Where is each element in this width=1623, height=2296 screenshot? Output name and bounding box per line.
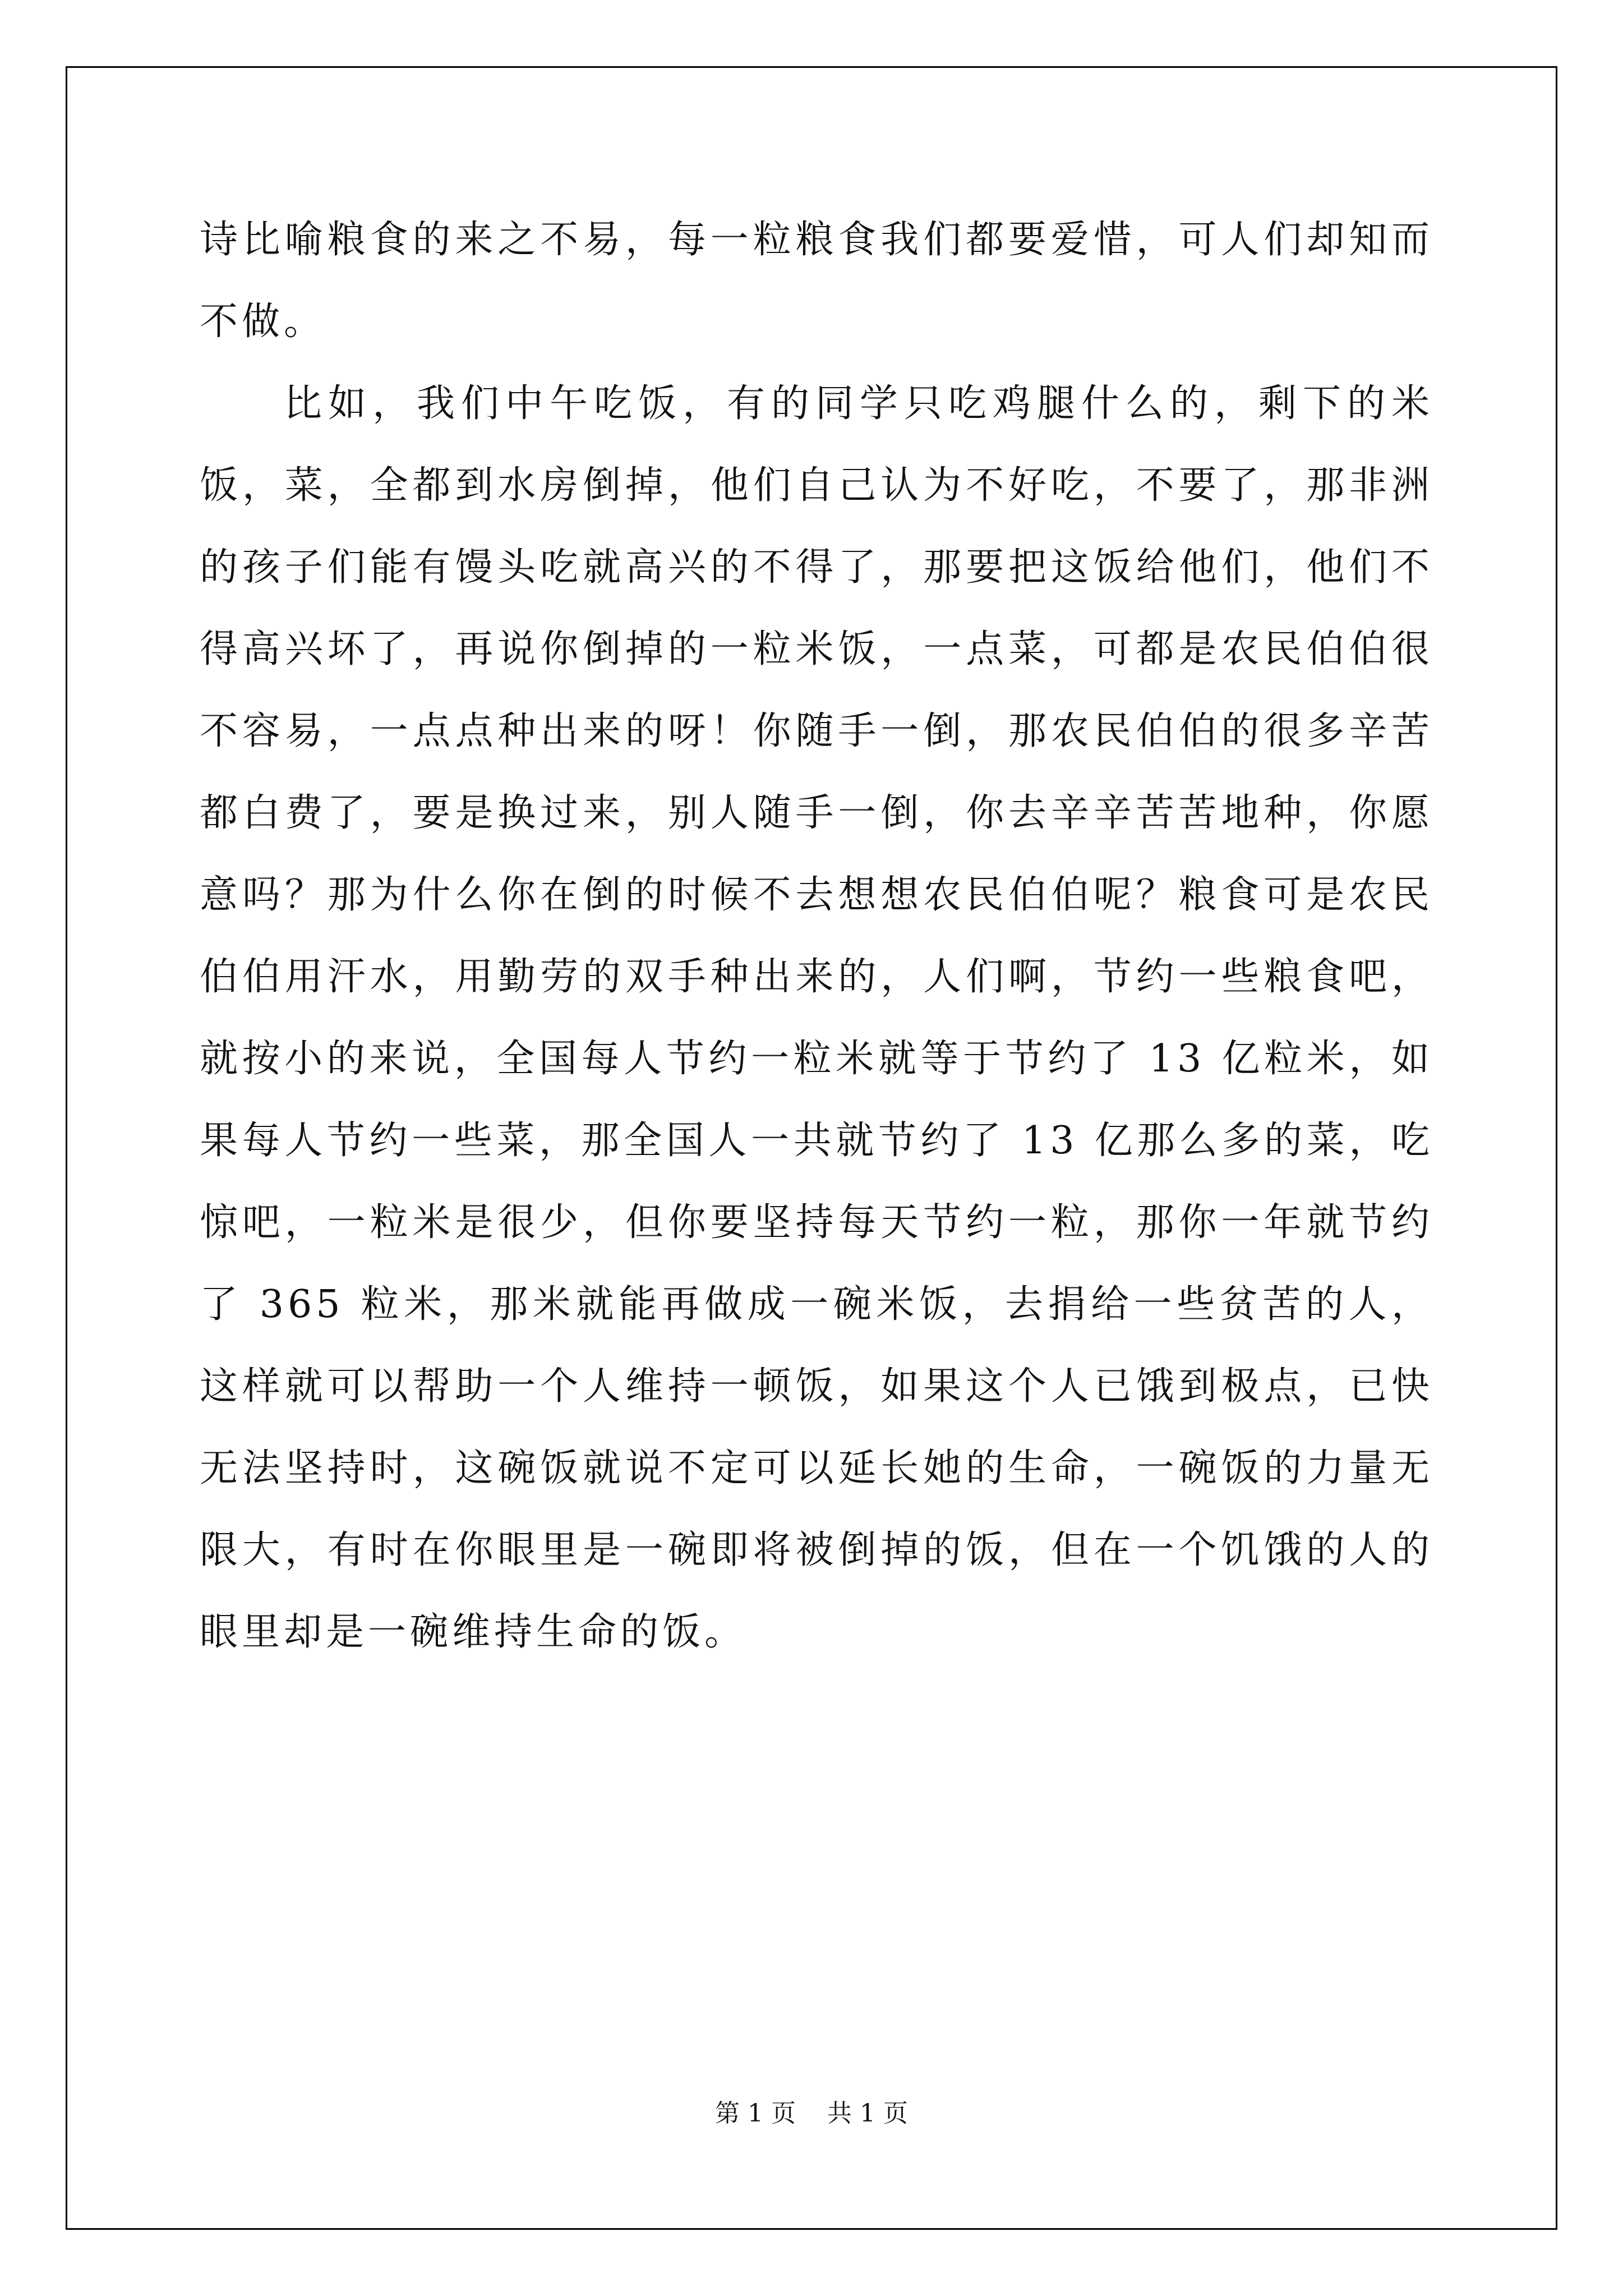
document-body bbox=[200, 199, 1433, 1673]
paragraph-2: 比如，我们中午吃饭，有的同学只吃鸡腿什么的，剩下的米饭，菜，全都到水房倒掉，他们自己认为不好吃，不要了，那非洲的孩子们能有馒头吃就高兴的不得了，那要把这饭给他们，他们不得高兴坏了，再说你倒掉的一粒米饭，一点菜，可都是农民伯伯很不容易，一点点种出来的呀！你随手一倒，那农民伯伯的很多辛苦都白费了，要是换过来，别人随手一倒，你去辛辛苦苦地种，你愿意吗？那为什么你在倒的时候不去想想农民伯伯呢？粮食可是农民伯伯用汗水，用勤劳的双手种出来的，人们啊，节约一些粮食吧，就按小的来说，全国每人节约一粒米就等于节约了 13 亿粒米，如果每人节约一些菜，那全国人一共就节约了 13 亿那么多的菜，吃惊吧，一粒米是很少，但你要坚持每天节约一粒，那你一年就节约了 365 粒米，那米就能再做成一碗米饭，去捐给一些贫苦的人，这样就可以帮助一个人维持一顿饭，如果这个人已饿到极点，已快无法坚持时，这碗饭就说不定可以延长她的生命，一碗饭的力量无限大，有时在你眼里是一碗即将被倒掉的饭，但在一个饥饿的人的眼里却是一碗维持生命的饭。 bbox=[200, 381, 1433, 1654]
paragraph-1: 诗比喻粮食的来之不易，每一粒粮食我们都要爱惜，可人们却知而不做。 bbox=[200, 218, 1433, 344]
page-footer: 第 1 页 共 1 页 bbox=[715, 2099, 908, 2128]
